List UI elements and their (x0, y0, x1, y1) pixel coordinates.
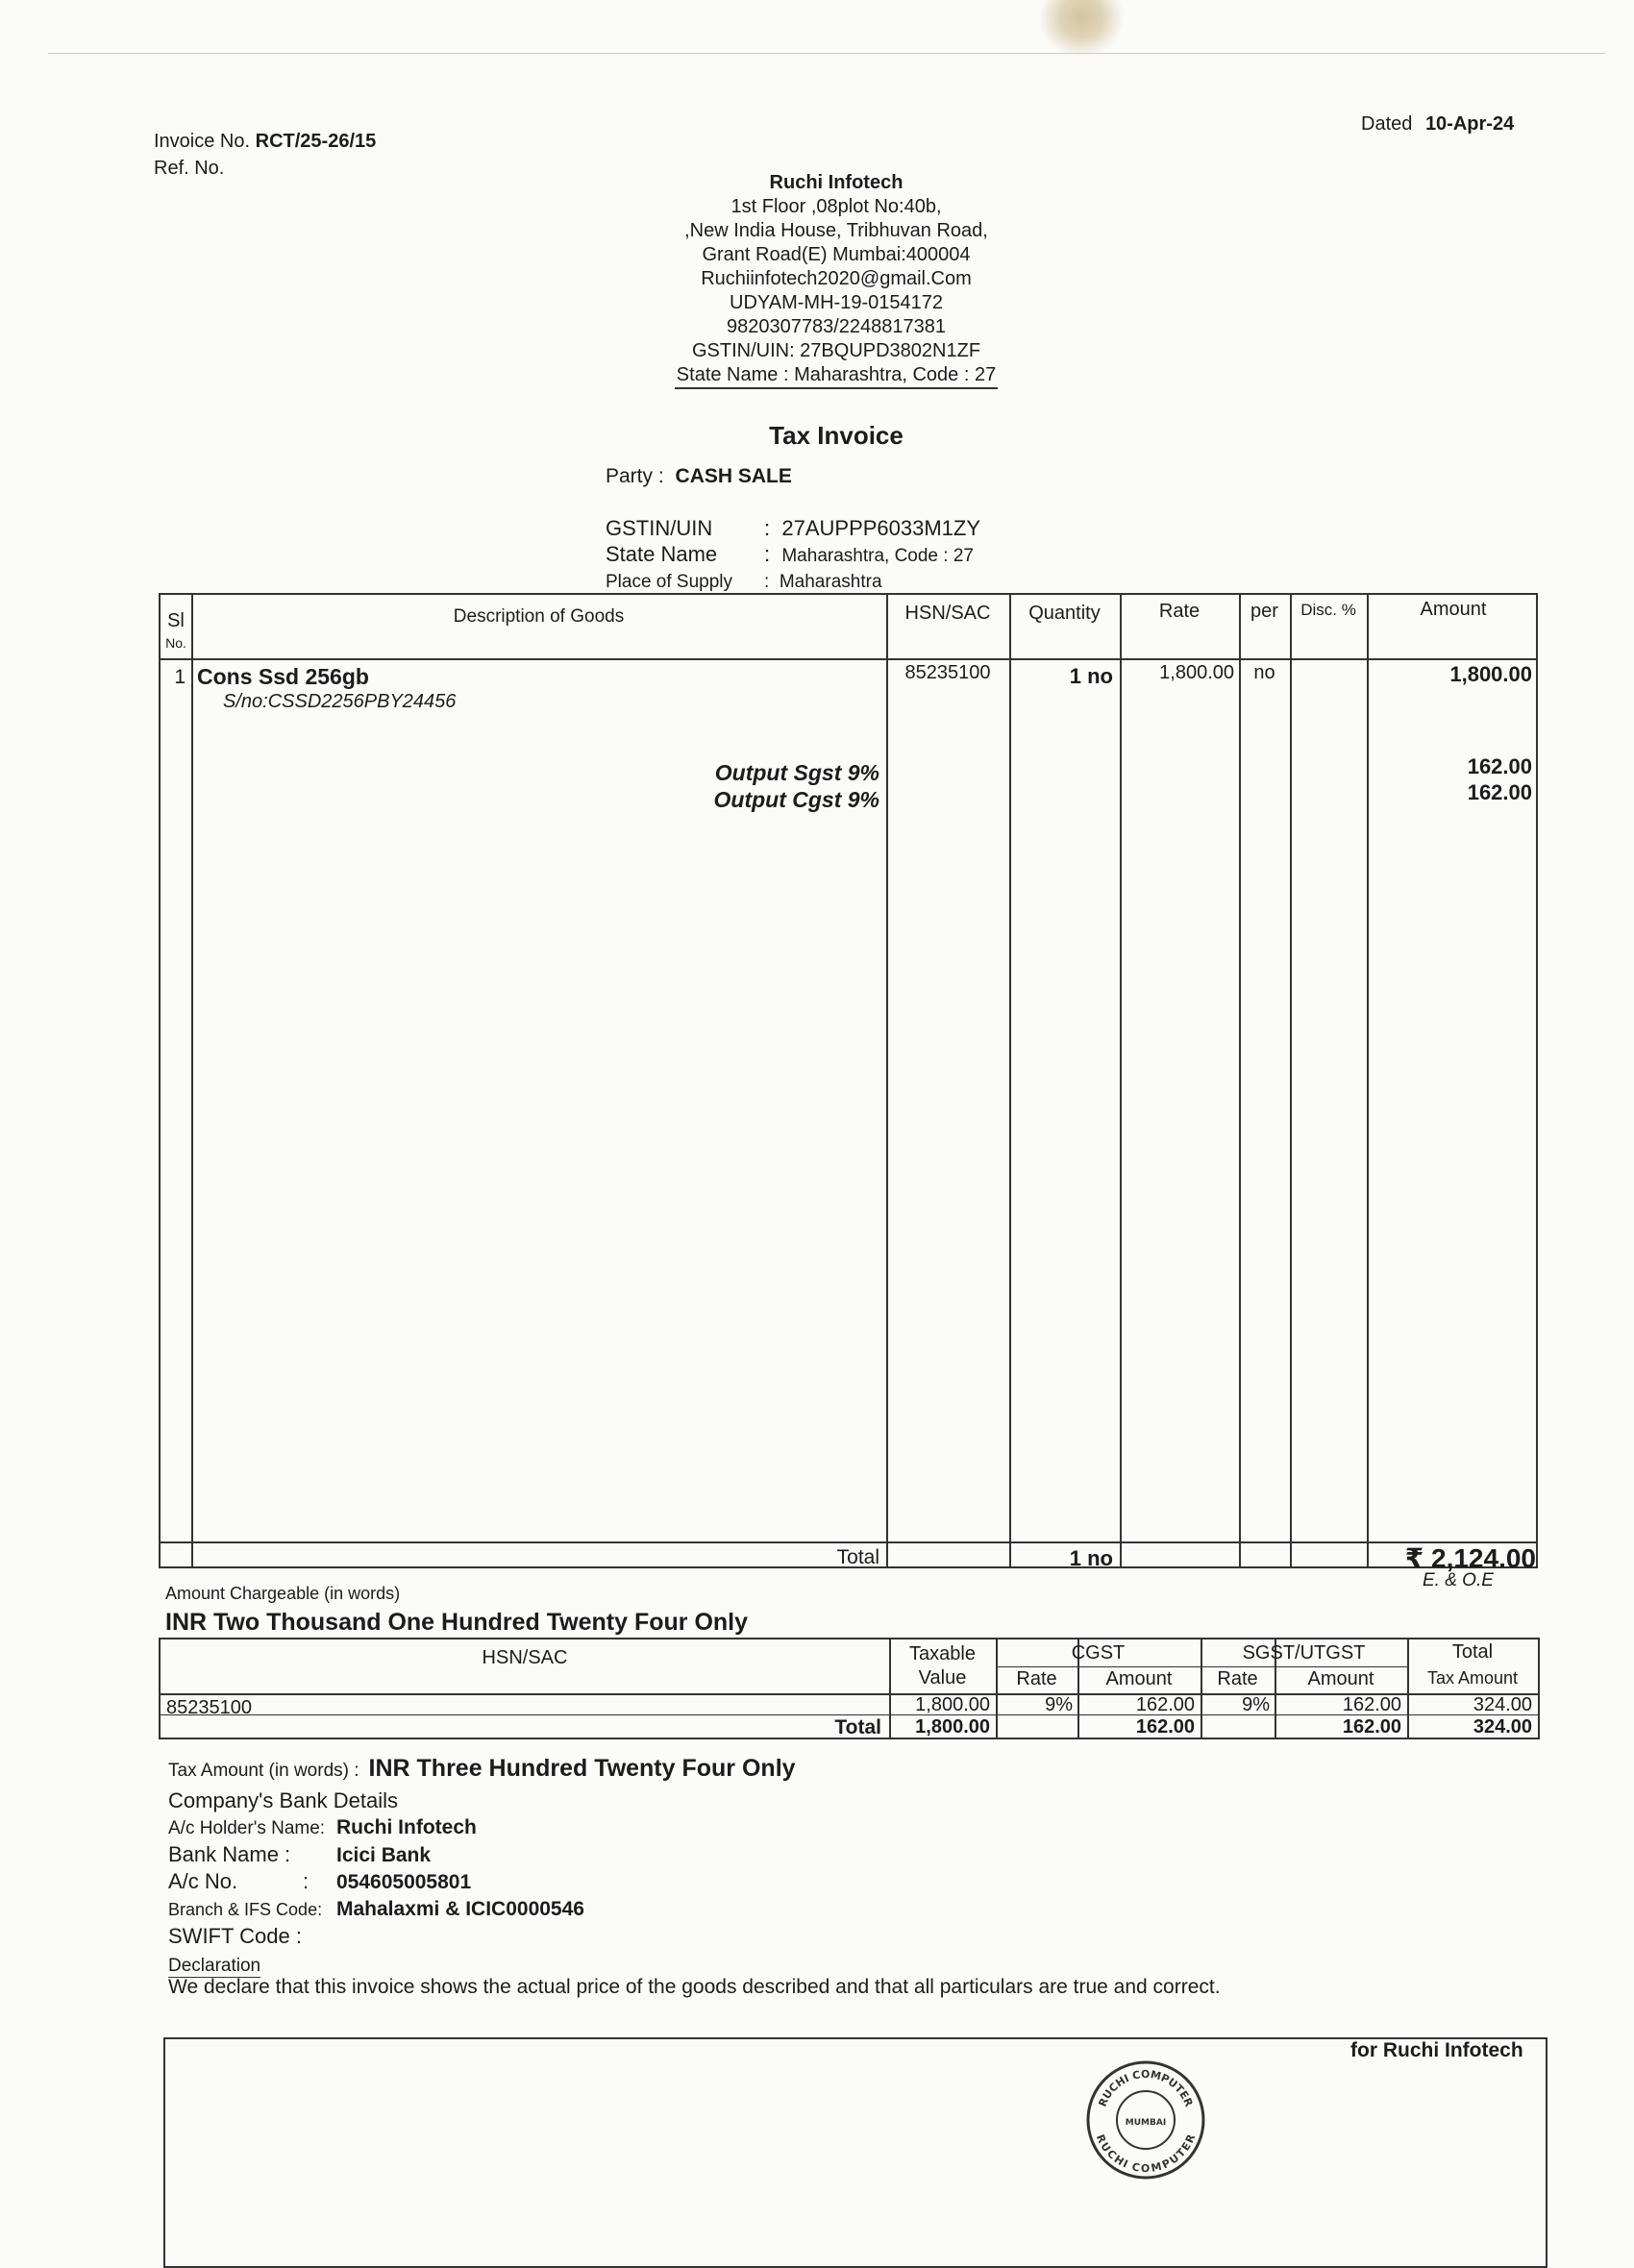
signature-box (163, 2037, 1547, 2268)
header-description: Description of Goods (453, 606, 625, 627)
bank-account: 054605005801 (336, 1871, 472, 1893)
col-divider (191, 595, 193, 1566)
tax-header-sgst: SGST/UTGST (1242, 1642, 1366, 1664)
stamp-top-text: RUCHI COMPUTER (1096, 2067, 1196, 2109)
col-divider (886, 595, 888, 1566)
tax-header-total: Total (1451, 1641, 1494, 1663)
col-divider (1239, 595, 1241, 1566)
total-divider (161, 1541, 1536, 1543)
page-top-rule (48, 53, 1605, 54)
row-amount: 1,800.00 (1449, 662, 1532, 686)
sub-header-rule (996, 1666, 1407, 1667)
bank-name: Icici Bank (336, 1844, 432, 1866)
row-sl: 1 (174, 666, 186, 688)
tax-header-hsn: HSN/SAC (482, 1647, 568, 1668)
tax-row-taxable: 1,800.00 (915, 1694, 990, 1715)
header-per: per (1250, 601, 1278, 622)
company-email: Ruchiinfotech2020@gmail.Com (701, 268, 972, 289)
eoe-note: E. & O.E (1423, 1570, 1494, 1590)
svg-text:RUCHI COMPUTER (1094, 2132, 1199, 2175)
row-rate: 1,800.00 (1159, 662, 1234, 683)
tax-row-total: 324.00 (1473, 1694, 1532, 1715)
tax-amount-words: Tax Amount (in words) : INR Three Hundred Twenty Four Only (168, 1755, 796, 1782)
row-description: Cons Ssd 256gb (197, 664, 369, 689)
goods-table (159, 593, 1538, 1573)
stamp-middle-text: MUMBAI (1125, 2118, 1167, 2128)
amount-in-words: INR Two Thousand One Hundred Twenty Four Only (165, 1609, 749, 1636)
sgst-label: Output Sgst 9% (714, 760, 879, 785)
row-per: no (1253, 662, 1275, 683)
cgst-amount: 162.00 (1467, 780, 1532, 804)
tax-header-value: Value (918, 1667, 967, 1689)
party-line: Party : CASH SALE (606, 465, 792, 487)
col-divider (1290, 595, 1292, 1566)
tax-row-sgst-amount: 162.00 (1342, 1694, 1401, 1715)
tax-summary-table (159, 1638, 1540, 1739)
row-serial: S/no:CSSD2256PBY24456 (223, 691, 457, 712)
tax-header-cgst-amount: Amount (1105, 1668, 1173, 1689)
bank-details: Company's Bank Details A/c Holder's Name: Ruchi Infotech Bank Name : Icici Bank A/c No. : 054605005801 Branch & IFS Code: Mahalaxmi & ICIC0000546 SWIFT Code : (168, 1788, 584, 1948)
cgst-label: Output Cgst 9% (713, 787, 879, 812)
company-stamp (1082, 2057, 1209, 2183)
company-address-1: 1st Floor ,08plot No:40b, (730, 196, 942, 217)
declaration-text: We declare that this invoice shows the actual price of the goods described and that all particulars are true and correct. (168, 1976, 1221, 1998)
tax-header-taxable: Taxable (909, 1643, 976, 1664)
row-hsn: 85235100 (904, 662, 991, 683)
tax-total-total: 324.00 (1473, 1716, 1532, 1738)
header-divider (161, 658, 1536, 660)
company-udyam: UDYAM-MH-19-0154172 (730, 292, 943, 313)
header-hsn: HSN/SAC (904, 603, 991, 624)
bank-swift: SWIFT Code : (168, 1924, 302, 1948)
invoice-number: Invoice No. RCT/25-26/15 (154, 131, 377, 152)
document-title: Tax Invoice (769, 421, 904, 450)
company-gstin: GSTIN/UIN: 27BQUPD3802N1ZF (691, 340, 981, 361)
total-amount: ₹ 2,124.00 (1404, 1543, 1536, 1573)
company-address-2: ,New India House, Tribhuvan Road, (684, 220, 988, 241)
total-label: Total (836, 1546, 879, 1568)
header-sl: Sl (167, 610, 185, 631)
tax-header-cgst-rate: Rate (1016, 1668, 1057, 1689)
header-rate: Rate (1158, 601, 1201, 622)
tax-total-taxable: 1,800.00 (915, 1716, 990, 1738)
row-quantity: 1 no (1069, 664, 1113, 688)
col-divider (1009, 595, 1011, 1566)
tax-header-sgst-rate: Rate (1217, 1668, 1258, 1689)
tax-total-label: Total (834, 1716, 881, 1738)
tax-total-cgst: 162.00 (1135, 1716, 1195, 1738)
tax-header-cgst: CGST (1071, 1642, 1126, 1664)
company-phone: 9820307783/2248817381 (726, 316, 947, 337)
header-disc: Disc. % (1300, 601, 1356, 619)
company-address-3: Grant Road(E) Mumbai:400004 (702, 244, 971, 265)
total-quantity: 1 no (1069, 1546, 1113, 1570)
ref-number: Ref. No. (154, 158, 225, 179)
header-quantity: Quantity (1028, 603, 1101, 624)
tax-row-hsn: 85235100 (166, 1697, 252, 1718)
col-divider (1120, 595, 1122, 1566)
stamp-bottom-text: RUCHI COMPUTER (1093, 2132, 1199, 2176)
tax-header-sgst-amount: Amount (1307, 1668, 1374, 1689)
sgst-amount: 162.00 (1467, 754, 1532, 778)
bank-holder: Ruchi Infotech (336, 1816, 477, 1838)
amount-words-label: Amount Chargeable (in words) (165, 1584, 401, 1603)
bank-branch: Mahalaxmi & ICIC0000546 (336, 1898, 584, 1920)
tax-row-cgst-rate: 9% (1045, 1694, 1073, 1715)
header-amount: Amount (1420, 599, 1487, 620)
declaration-heading: Declaration (168, 1956, 261, 1976)
signature-for: for Ruchi Infotech (1350, 2039, 1523, 2061)
tax-row-cgst-amount: 162.00 (1135, 1694, 1195, 1715)
company-name: Ruchi Infotech (769, 172, 904, 193)
tax-header-total-amount: Tax Amount (1426, 1668, 1519, 1688)
company-state: State Name : Maharashtra, Code : 27 (675, 363, 998, 389)
tax-row-sgst-rate: 9% (1242, 1694, 1270, 1715)
tax-total-sgst: 162.00 (1342, 1716, 1401, 1738)
invoice-date: Dated 10-Apr-24 (1361, 113, 1515, 135)
col-divider (1367, 595, 1369, 1566)
header-no: No. (165, 635, 186, 651)
paper-smudge (1038, 0, 1125, 58)
bank-heading: Company's Bank Details (168, 1788, 398, 1812)
party-gst-details: GSTIN/UIN : 27AUPPP6033M1ZY State Name : Maharashtra, Code : 27 Place of Supply : Maharashtra (606, 516, 981, 592)
company-details (577, 171, 1096, 389)
